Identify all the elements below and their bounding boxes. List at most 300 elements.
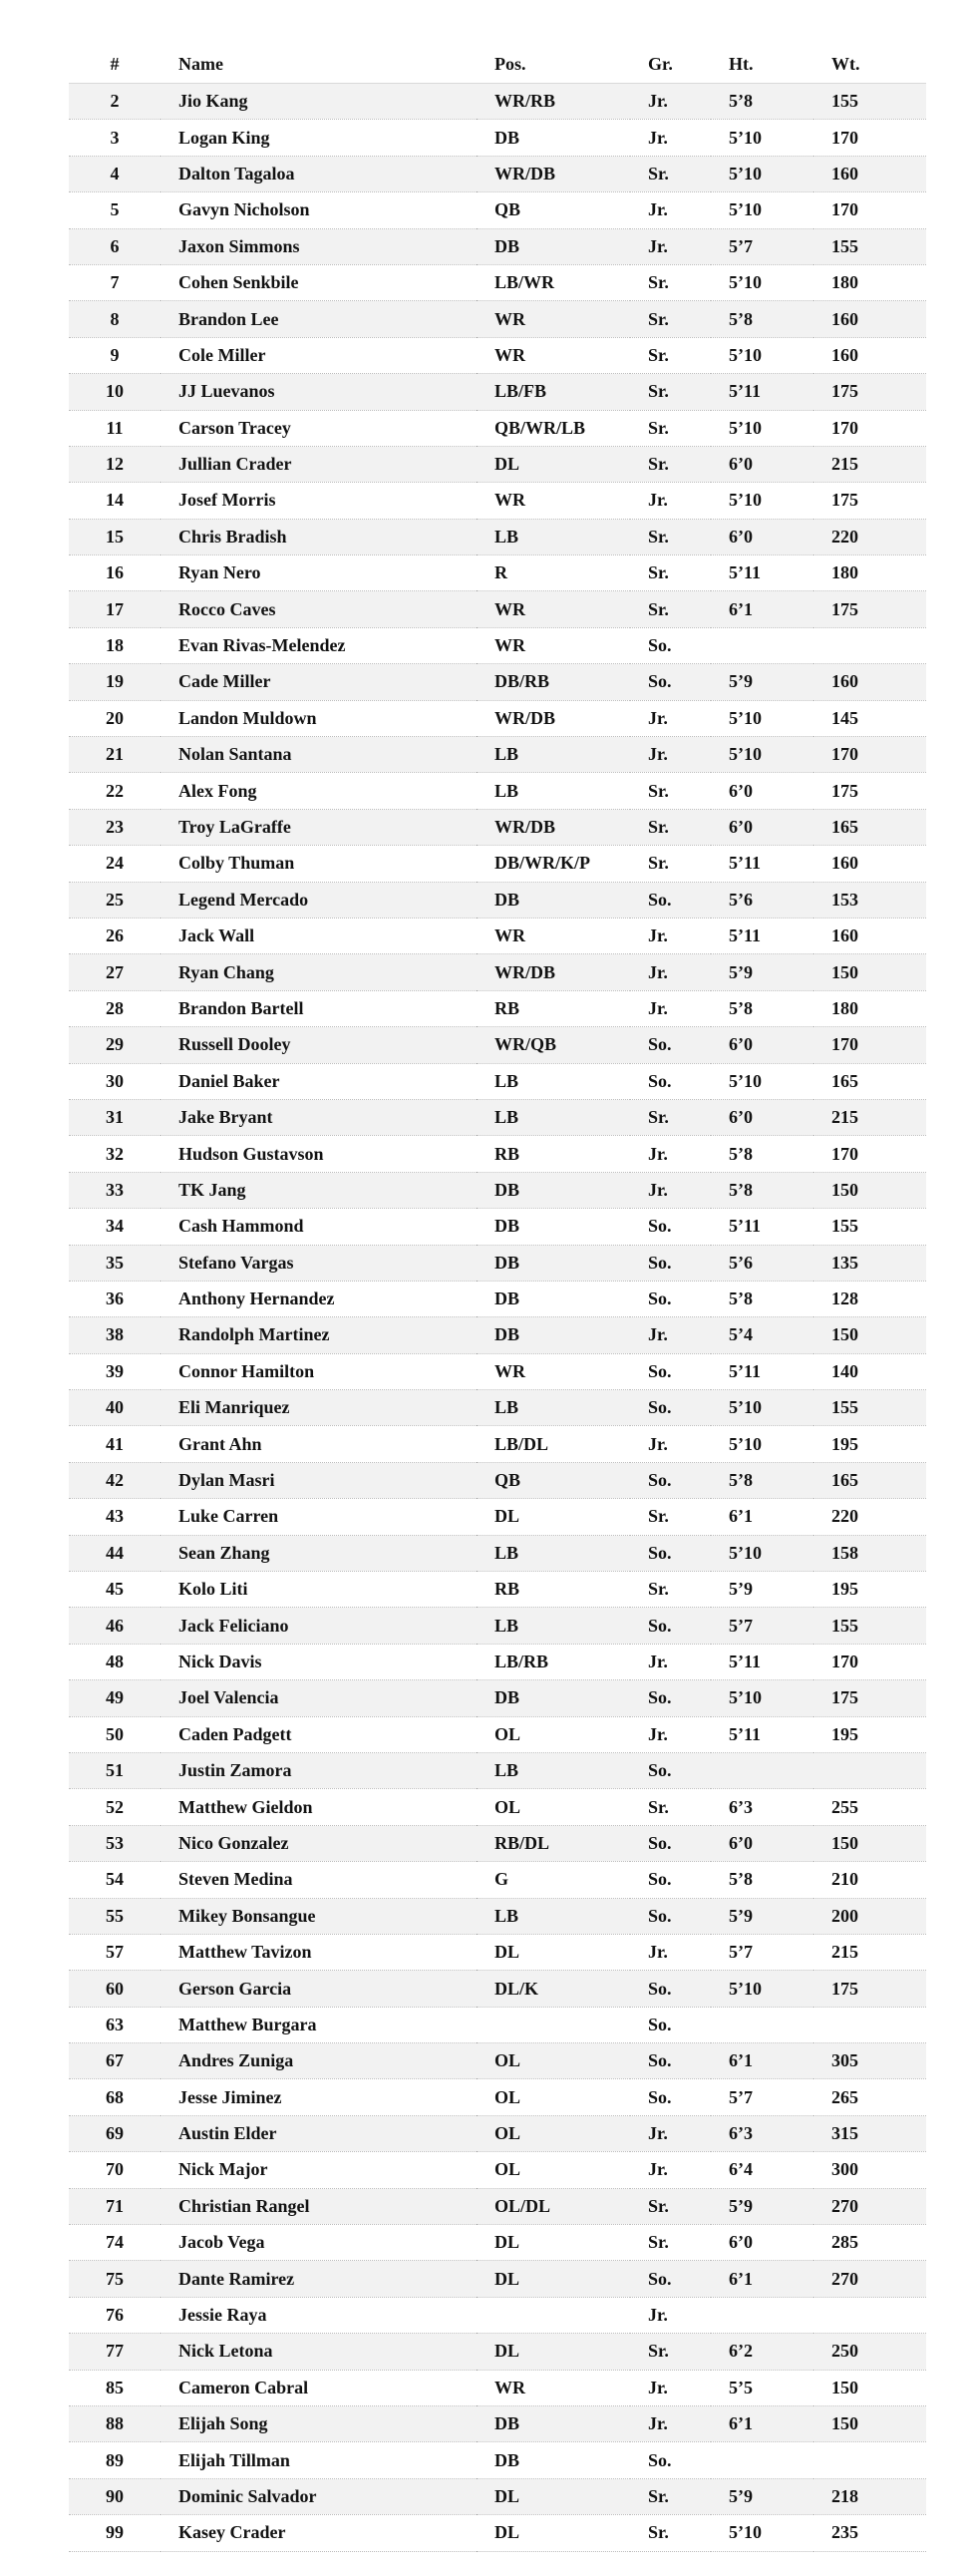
player-number-cell: 44 xyxy=(106,1542,124,1563)
height-cell xyxy=(711,2442,813,2478)
position-cell: WR xyxy=(494,1360,525,1381)
table-row xyxy=(69,2515,926,2551)
grade-cell: Jr. xyxy=(648,1143,668,1164)
player-name-cell: Joel Valencia xyxy=(178,1687,279,1708)
height-cell: 5’11 xyxy=(729,853,762,874)
player-number-cell: 35 xyxy=(106,1252,124,1273)
table-row xyxy=(69,1535,926,1571)
weight-cell: 155 xyxy=(831,235,858,256)
weight-cell: 160 xyxy=(831,671,858,692)
grade-cell: So. xyxy=(648,2449,672,2470)
grade-cell: Sr. xyxy=(648,454,669,475)
weight-cell: 160 xyxy=(831,925,858,946)
table-row xyxy=(69,1353,926,1389)
position-cell: WR xyxy=(494,635,525,656)
grade-cell: So. xyxy=(648,1070,672,1091)
weight-cell: 175 xyxy=(831,381,858,402)
table-row xyxy=(69,882,926,918)
height-cell: 5’10 xyxy=(729,707,762,728)
height-cell: 6’3 xyxy=(729,2123,753,2144)
weight-cell: 175 xyxy=(831,598,858,619)
player-name-cell: Caden Padgett xyxy=(178,1723,292,1744)
weight-cell: 175 xyxy=(831,1978,858,1999)
grade-cell: Jr. xyxy=(648,1324,668,1345)
weight-cell: 165 xyxy=(831,1470,858,1491)
position-cell: DL/K xyxy=(494,1978,539,1999)
roster-table-header xyxy=(69,45,926,84)
position-cell: DB xyxy=(494,1687,520,1708)
table-row xyxy=(69,1027,926,1063)
height-cell: 6’0 xyxy=(729,454,753,475)
player-name-cell: Carson Tracey xyxy=(178,417,291,438)
player-number-cell: 53 xyxy=(106,1832,124,1853)
player-name-cell: Jio Kang xyxy=(178,91,248,112)
player-name-cell: Justin Zamora xyxy=(178,1760,292,1781)
height-cell: 5’8 xyxy=(729,1869,753,1890)
grade-cell: Sr. xyxy=(648,381,669,402)
player-name-cell: Troy LaGraffe xyxy=(178,817,291,837)
grade-cell: So. xyxy=(648,1252,672,1273)
height-cell: 6’4 xyxy=(729,2159,753,2180)
table-row xyxy=(69,1680,926,1716)
grade-cell: Sr. xyxy=(648,1579,669,1600)
player-number-cell: 18 xyxy=(106,635,124,656)
player-number-cell: 63 xyxy=(106,2014,124,2034)
grade-cell: Sr. xyxy=(648,526,669,547)
player-name-cell: Josef Morris xyxy=(178,490,276,511)
grade-cell: Jr. xyxy=(648,2377,668,2397)
position-cell: LB xyxy=(494,1760,519,1781)
weight-cell: 160 xyxy=(831,308,858,329)
table-row xyxy=(69,1209,926,1245)
weight-cell: 170 xyxy=(831,1143,858,1164)
position-cell: WR/QB xyxy=(494,1034,557,1055)
player-number-cell: 3 xyxy=(110,127,120,148)
grade-cell: So. xyxy=(648,1615,672,1636)
height-cell: 6’3 xyxy=(729,1796,753,1817)
weight-cell: 170 xyxy=(831,744,858,765)
grade-cell: So. xyxy=(648,1288,672,1309)
weight-cell: 255 xyxy=(831,1796,858,1817)
player-name-cell: Nick Letona xyxy=(178,2341,273,2362)
weight-cell: 170 xyxy=(831,1034,858,1055)
height-cell: 5’10 xyxy=(729,272,762,293)
table-row xyxy=(69,700,926,736)
grade-cell: Sr. xyxy=(648,272,669,293)
player-number-cell: 33 xyxy=(106,1179,124,1200)
height-cell: 5’5 xyxy=(729,2377,753,2397)
player-number-cell: 60 xyxy=(106,1978,124,1999)
player-name-cell: Steven Medina xyxy=(178,1869,293,1890)
table-row xyxy=(69,2079,926,2115)
player-number-cell: 31 xyxy=(106,1107,124,1128)
weight-cell: 220 xyxy=(831,1506,858,1527)
grade-cell: Sr. xyxy=(648,417,669,438)
player-number-cell: 27 xyxy=(106,961,124,982)
weight-cell: 160 xyxy=(831,344,858,365)
position-cell: QB xyxy=(494,199,521,220)
table-row xyxy=(69,1390,926,1426)
player-name-cell: Chris Bradish xyxy=(178,526,287,547)
position-cell xyxy=(477,2297,630,2333)
position-cell: OL xyxy=(494,2123,521,2144)
player-name-cell: Luke Carren xyxy=(178,1506,279,1527)
grade-cell: So. xyxy=(648,1397,672,1418)
table-row xyxy=(69,1752,926,1788)
grade-cell: Sr. xyxy=(648,344,669,365)
player-number-cell: 43 xyxy=(106,1506,124,1527)
position-cell: DB xyxy=(494,2449,520,2470)
player-number-cell: 76 xyxy=(106,2305,124,2326)
grade-cell: Sr. xyxy=(648,1107,669,1128)
player-number-cell: 77 xyxy=(106,2341,124,2362)
weight-cell: 305 xyxy=(831,2050,858,2071)
table-row xyxy=(69,2115,926,2151)
weight-cell xyxy=(813,2007,926,2042)
player-number-cell: 14 xyxy=(106,490,124,511)
grade-cell: So. xyxy=(648,889,672,910)
table-row xyxy=(69,846,926,882)
player-name-cell: JJ Luevanos xyxy=(178,381,275,402)
player-number-cell: 21 xyxy=(106,744,124,765)
weight-cell: 315 xyxy=(831,2123,858,2144)
table-row xyxy=(69,1898,926,1934)
weight-cell: 265 xyxy=(831,2086,858,2107)
player-number-cell: 7 xyxy=(110,272,120,293)
height-cell: 5’7 xyxy=(729,235,753,256)
table-row xyxy=(69,2478,926,2514)
position-cell: LB xyxy=(494,780,519,801)
player-number-cell: 23 xyxy=(106,817,124,837)
table-row xyxy=(69,1608,926,1644)
grade-cell: Sr. xyxy=(648,2341,669,2362)
weight-cell: 195 xyxy=(831,1579,858,1600)
weight-cell: 170 xyxy=(831,127,858,148)
height-cell: 6’0 xyxy=(729,2232,753,2253)
player-number-cell: 52 xyxy=(106,1796,124,1817)
position-cell: QB/WR/LB xyxy=(494,417,586,438)
grade-cell: Sr. xyxy=(648,562,669,583)
position-cell: LB xyxy=(494,1615,519,1636)
position-cell: RB xyxy=(494,1579,520,1600)
position-cell: R xyxy=(494,562,507,583)
height-cell: 5’9 xyxy=(729,2485,753,2506)
player-number-cell: 8 xyxy=(110,308,120,329)
position-cell: DB xyxy=(494,1179,520,1200)
height-cell: 6’0 xyxy=(729,1107,753,1128)
player-number-cell: 74 xyxy=(106,2232,124,2253)
height-cell: 5’11 xyxy=(729,381,762,402)
height-cell: 5’9 xyxy=(729,2195,753,2216)
weight-cell: 150 xyxy=(831,1324,858,1345)
player-number-cell: 68 xyxy=(106,2086,124,2107)
weight-cell: 200 xyxy=(831,1905,858,1926)
position-cell: WR xyxy=(494,2377,525,2397)
grade-cell: Jr. xyxy=(648,707,668,728)
grade-cell: Sr. xyxy=(648,2195,669,2216)
table-row xyxy=(69,809,926,845)
height-cell: 5’4 xyxy=(729,1324,753,1345)
player-name-cell: Elijah Song xyxy=(178,2413,268,2434)
weight-cell: 175 xyxy=(831,780,858,801)
height-cell xyxy=(711,2297,813,2333)
grade-cell: So. xyxy=(648,1687,672,1708)
grade-cell: Jr. xyxy=(648,199,668,220)
player-number-cell: 20 xyxy=(106,707,124,728)
height-cell: 5’7 xyxy=(729,1615,753,1636)
weight-cell: 210 xyxy=(831,1869,858,1890)
player-number-cell: 16 xyxy=(106,562,124,583)
position-cell: WR xyxy=(494,490,525,511)
height-cell: 5’11 xyxy=(729,1651,762,1671)
player-name-cell: Austin Elder xyxy=(178,2123,277,2144)
position-cell: WR xyxy=(494,598,525,619)
position-cell: LB xyxy=(494,744,519,765)
grade-cell: Jr. xyxy=(648,2305,668,2326)
table-row xyxy=(69,1462,926,1498)
player-name-cell: Evan Rivas-Melendez xyxy=(178,635,346,656)
player-name-cell: Ryan Chang xyxy=(178,961,274,982)
position-cell: WR xyxy=(494,308,525,329)
weight-cell: 150 xyxy=(831,1832,858,1853)
player-name-cell: Jullian Crader xyxy=(178,454,292,475)
player-name-cell: Dante Ramirez xyxy=(178,2268,295,2289)
height-cell: 5’8 xyxy=(729,308,753,329)
player-number-cell: 41 xyxy=(106,1433,124,1454)
position-cell: OL xyxy=(494,2086,521,2107)
weight-cell: 180 xyxy=(831,562,858,583)
position-cell: WR xyxy=(494,344,525,365)
table-row xyxy=(69,773,926,809)
height-cell: 5’9 xyxy=(729,1579,753,1600)
table-row xyxy=(69,337,926,373)
grade-cell: So. xyxy=(648,635,672,656)
grade-cell: Jr. xyxy=(648,127,668,148)
grade-cell: Jr. xyxy=(648,91,668,112)
height-cell: 5’9 xyxy=(729,671,753,692)
weight-cell: 145 xyxy=(831,707,858,728)
grade-cell: Sr. xyxy=(648,817,669,837)
weight-cell: 195 xyxy=(831,1723,858,1744)
player-name-cell: Anthony Hernandez xyxy=(178,1288,335,1309)
table-row xyxy=(69,1136,926,1172)
player-number-cell: 89 xyxy=(106,2449,124,2470)
player-number-cell: 9 xyxy=(110,344,120,365)
table-row xyxy=(69,664,926,700)
player-name-cell: Mikey Bonsangue xyxy=(178,1905,316,1926)
table-row xyxy=(69,555,926,591)
height-cell: 6’2 xyxy=(729,2341,753,2362)
weight-cell: 180 xyxy=(831,272,858,293)
player-name-cell: Nico Gonzalez xyxy=(178,1832,289,1853)
position-cell: DB xyxy=(494,2413,520,2434)
table-row xyxy=(69,2370,926,2405)
height-cell: 6’1 xyxy=(729,2268,753,2289)
position-cell: DL xyxy=(494,2341,520,2362)
weight-cell: 150 xyxy=(831,2377,858,2397)
height-cell: 5’11 xyxy=(729,925,762,946)
position-cell: OL xyxy=(494,1723,521,1744)
grade-cell: Sr. xyxy=(648,598,669,619)
table-row xyxy=(69,264,926,300)
column-header-name: Name xyxy=(178,53,223,74)
player-name-cell: Jack Wall xyxy=(178,925,255,946)
height-cell xyxy=(711,2007,813,2042)
grade-cell: So. xyxy=(648,1034,672,1055)
player-name-cell: Colby Thuman xyxy=(178,853,295,874)
table-row xyxy=(69,2334,926,2370)
table-row xyxy=(69,1971,926,2007)
table-row xyxy=(69,1281,926,1316)
grade-cell: So. xyxy=(648,1905,672,1926)
player-name-cell: Cade Miller xyxy=(178,671,271,692)
table-row xyxy=(69,2188,926,2224)
weight-cell: 155 xyxy=(831,91,858,112)
player-number-cell: 85 xyxy=(106,2377,124,2397)
player-number-cell: 88 xyxy=(106,2413,124,2434)
player-number-cell: 10 xyxy=(106,381,124,402)
height-cell: 5’9 xyxy=(729,1905,753,1926)
weight-cell: 218 xyxy=(831,2485,858,2506)
position-cell: WR/DB xyxy=(494,163,556,184)
player-name-cell: Sean Zhang xyxy=(178,1542,270,1563)
grade-cell: Jr. xyxy=(648,1942,668,1963)
height-cell: 6’0 xyxy=(729,1832,753,1853)
grade-cell: Jr. xyxy=(648,1723,668,1744)
position-cell: RB xyxy=(494,1143,520,1164)
grade-cell: So. xyxy=(648,1760,672,1781)
grade-cell: Jr. xyxy=(648,744,668,765)
height-cell: 5’10 xyxy=(729,127,762,148)
weight-cell: 135 xyxy=(831,1252,858,1273)
table-row xyxy=(69,2261,926,2297)
player-name-cell: Kasey Crader xyxy=(178,2522,286,2543)
player-name-cell: Matthew Gieldon xyxy=(178,1796,313,1817)
position-cell: WR xyxy=(494,925,525,946)
player-number-cell: 55 xyxy=(106,1905,124,1926)
grade-cell: So. xyxy=(648,2014,672,2034)
height-cell: 5’6 xyxy=(729,889,753,910)
position-cell: LB xyxy=(494,1542,519,1563)
weight-cell: 158 xyxy=(831,1542,858,1563)
grade-cell: Sr. xyxy=(648,308,669,329)
weight-cell: 150 xyxy=(831,2413,858,2434)
table-row xyxy=(69,1934,926,1970)
player-name-cell: Dalton Tagaloa xyxy=(178,163,295,184)
player-name-cell: Christian Rangel xyxy=(178,2195,310,2216)
table-row xyxy=(69,228,926,264)
position-cell: WR/DB xyxy=(494,961,556,982)
roster-table xyxy=(69,45,926,2552)
player-name-cell: Nick Major xyxy=(178,2159,268,2180)
table-row xyxy=(69,918,926,953)
position-cell: LB/FB xyxy=(494,381,547,402)
grade-cell: Sr. xyxy=(648,780,669,801)
height-cell xyxy=(711,1752,813,1788)
table-row xyxy=(69,1499,926,1535)
table-row xyxy=(69,2406,926,2442)
player-name-cell: Gerson Garcia xyxy=(178,1978,292,1999)
position-cell: LB/WR xyxy=(494,272,555,293)
player-number-cell: 48 xyxy=(106,1651,124,1671)
table-row xyxy=(69,1426,926,1462)
player-name-cell: Russell Dooley xyxy=(178,1034,291,1055)
grade-cell: Jr. xyxy=(648,961,668,982)
player-name-cell: Logan King xyxy=(178,127,270,148)
player-name-cell: Jack Feliciano xyxy=(178,1615,289,1636)
weight-cell: 153 xyxy=(831,889,858,910)
position-cell: RB xyxy=(494,997,520,1018)
column-header-weight: Wt. xyxy=(831,53,860,74)
grade-cell: Jr. xyxy=(648,2413,668,2434)
grade-cell: So. xyxy=(648,1470,672,1491)
table-row xyxy=(69,120,926,156)
height-cell: 5’10 xyxy=(729,199,762,220)
weight-cell: 155 xyxy=(831,1216,858,1237)
height-cell: 5’10 xyxy=(729,344,762,365)
player-number-cell: 2 xyxy=(110,91,120,112)
position-cell: RB/DL xyxy=(494,1832,550,1853)
roster-table-body xyxy=(69,84,926,2552)
player-number-cell: 29 xyxy=(106,1034,124,1055)
player-number-cell: 36 xyxy=(106,1288,124,1309)
weight-cell: 170 xyxy=(831,417,858,438)
height-cell: 5’11 xyxy=(729,1360,762,1381)
player-name-cell: Elijah Tillman xyxy=(178,2449,290,2470)
player-name-cell: Matthew Burgara xyxy=(178,2014,317,2034)
player-name-cell: Cole Miller xyxy=(178,344,266,365)
player-number-cell: 11 xyxy=(106,417,124,438)
position-cell: DB xyxy=(494,1216,520,1237)
height-cell: 5’8 xyxy=(729,1288,753,1309)
table-row xyxy=(69,192,926,228)
position-cell: DB xyxy=(494,1288,520,1309)
player-number-cell: 71 xyxy=(106,2195,124,2216)
position-cell: OL xyxy=(494,1796,521,1817)
table-row xyxy=(69,2297,926,2333)
table-row xyxy=(69,1245,926,1281)
player-number-cell: 32 xyxy=(106,1143,124,1164)
player-number-cell: 17 xyxy=(106,598,124,619)
weight-cell: 270 xyxy=(831,2195,858,2216)
player-name-cell: Kolo Liti xyxy=(178,1579,248,1600)
position-cell: DB xyxy=(494,127,520,148)
player-name-cell: Jake Bryant xyxy=(178,1107,273,1128)
player-number-cell: 22 xyxy=(106,780,124,801)
player-number-cell: 6 xyxy=(110,235,120,256)
height-cell: 5’10 xyxy=(729,744,762,765)
table-row xyxy=(69,446,926,482)
table-row xyxy=(69,519,926,554)
table-row xyxy=(69,1099,926,1135)
height-cell: 5’10 xyxy=(729,417,762,438)
weight-cell: 160 xyxy=(831,853,858,874)
table-row xyxy=(69,1644,926,1679)
player-number-cell: 45 xyxy=(106,1579,124,1600)
player-number-cell: 69 xyxy=(106,2123,124,2144)
player-number-cell: 40 xyxy=(106,1397,124,1418)
player-number-cell: 67 xyxy=(106,2050,124,2071)
height-cell: 5’11 xyxy=(729,562,762,583)
weight-cell: 215 xyxy=(831,454,858,475)
table-row xyxy=(69,2225,926,2261)
position-cell: DB xyxy=(494,1324,520,1345)
player-number-cell: 51 xyxy=(106,1760,124,1781)
position-cell: G xyxy=(494,1869,509,1890)
grade-cell: Sr. xyxy=(648,1796,669,1817)
table-row xyxy=(69,737,926,773)
position-cell: LB xyxy=(494,1070,519,1091)
